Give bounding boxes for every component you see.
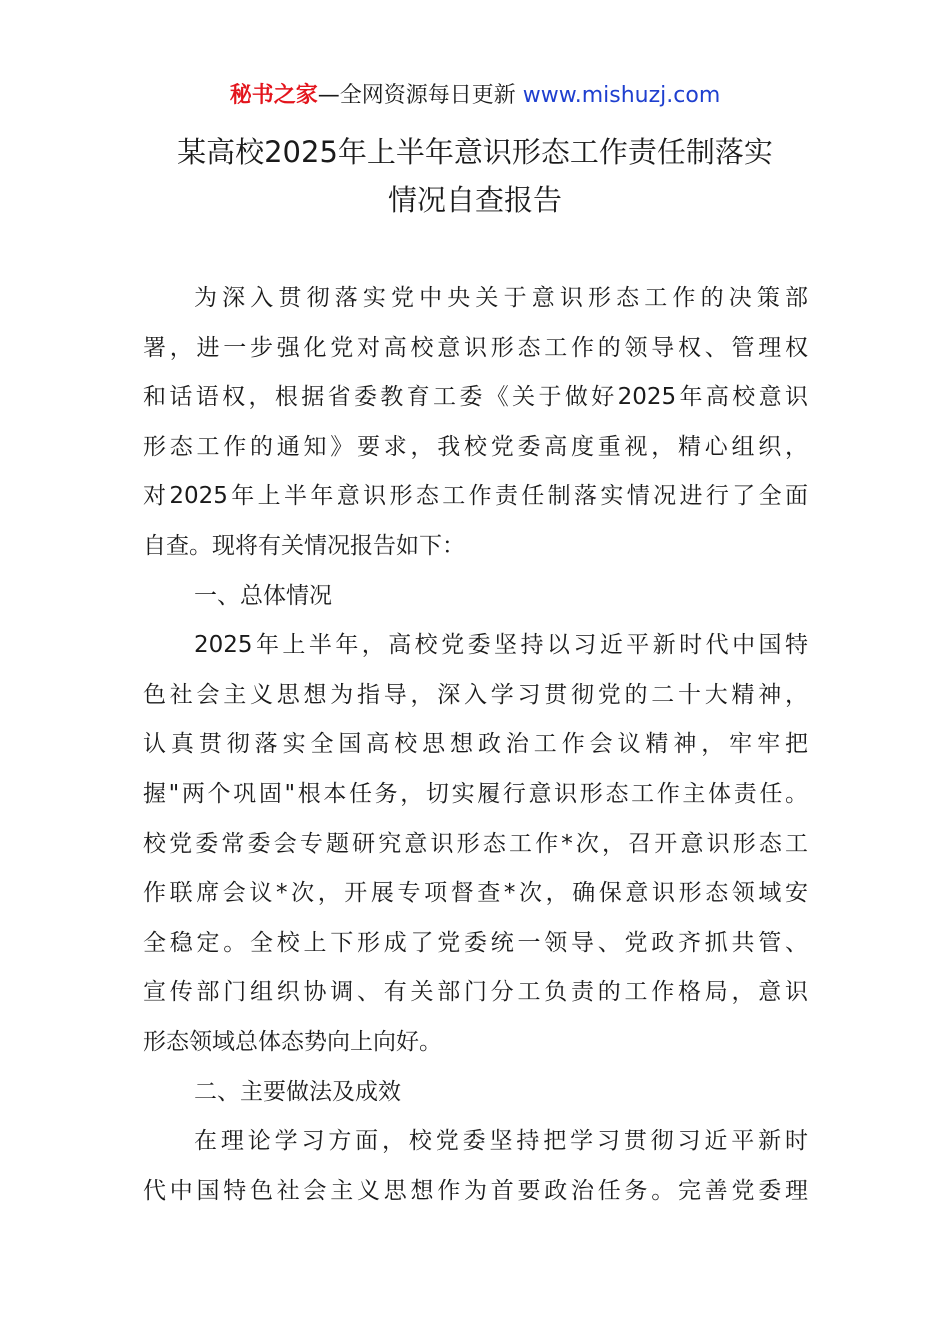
brand-name: 秘书之家	[229, 83, 318, 108]
brand-tagline: —全网资源每日更新	[317, 83, 516, 108]
paragraph-line: 握"两个巩固"根本任务，切实履行意识形态工作主体责任。	[143, 780, 808, 807]
paragraph-line: 形态工作的通知》要求，我校党委高度重视，精心组织，	[143, 433, 808, 460]
paragraph-line: 和话语权，根据省委教育工委《关于做好2025年高校意识	[143, 384, 808, 411]
paragraph-line: 在理论学习方面，校党委坚持把学习贯彻习近平新时	[194, 1128, 808, 1155]
title-line-1: 某高校2025年上半年意识形态工作责任制落实	[177, 135, 773, 169]
paragraph-line: 校党委常委会专题研究意识形态工作*次，召开意识形态工	[143, 830, 808, 857]
paragraph-line: 对2025年上半年意识形态工作责任制落实情况进行了全面	[143, 483, 808, 510]
paragraph-line: 2025年上半年，高校党委坚持以习近平新时代中国特	[194, 632, 808, 659]
paragraph-line: 色社会主义思想为指导，深入学习贯彻党的二十大精神，	[143, 681, 808, 708]
paragraph-line: 形态领域总体态势向上向好。	[143, 1028, 442, 1055]
paragraph-line: 代中国特色社会主义思想作为首要政治任务。完善党委理	[143, 1177, 808, 1204]
paragraph-line: 认真贯彻落实全国高校思想政治工作会议精神，牢牢把	[143, 731, 808, 758]
section-heading: 二、主要做法及成效	[194, 1078, 401, 1105]
paragraph-line: 署，进一步强化党对高校意识形态工作的领导权、管理权	[143, 334, 808, 361]
paragraph-line: 作联席会议*次，开展专项督查*次，确保意识形态领域安	[143, 880, 808, 907]
section-heading: 一、总体情况	[194, 582, 332, 609]
paragraph-line: 全稳定。全校上下形成了党委统一领导、党政齐抓共管、	[143, 929, 808, 956]
paragraph-line: 宣传部门组织协调、有关部门分工负责的工作格局，意识	[143, 979, 808, 1006]
title-line-2: 情况自查报告	[387, 183, 562, 217]
paragraph-line: 为深入贯彻落实党中央关于意识形态工作的决策部	[194, 285, 808, 311]
document-body	[143, 274, 808, 1216]
paragraph-line: 自查。现将有关情况报告如下：	[143, 532, 465, 559]
brand-url[interactable]: www.mishuzj.com	[522, 83, 721, 108]
document-title	[100, 128, 850, 224]
watermark-header	[0, 80, 950, 112]
